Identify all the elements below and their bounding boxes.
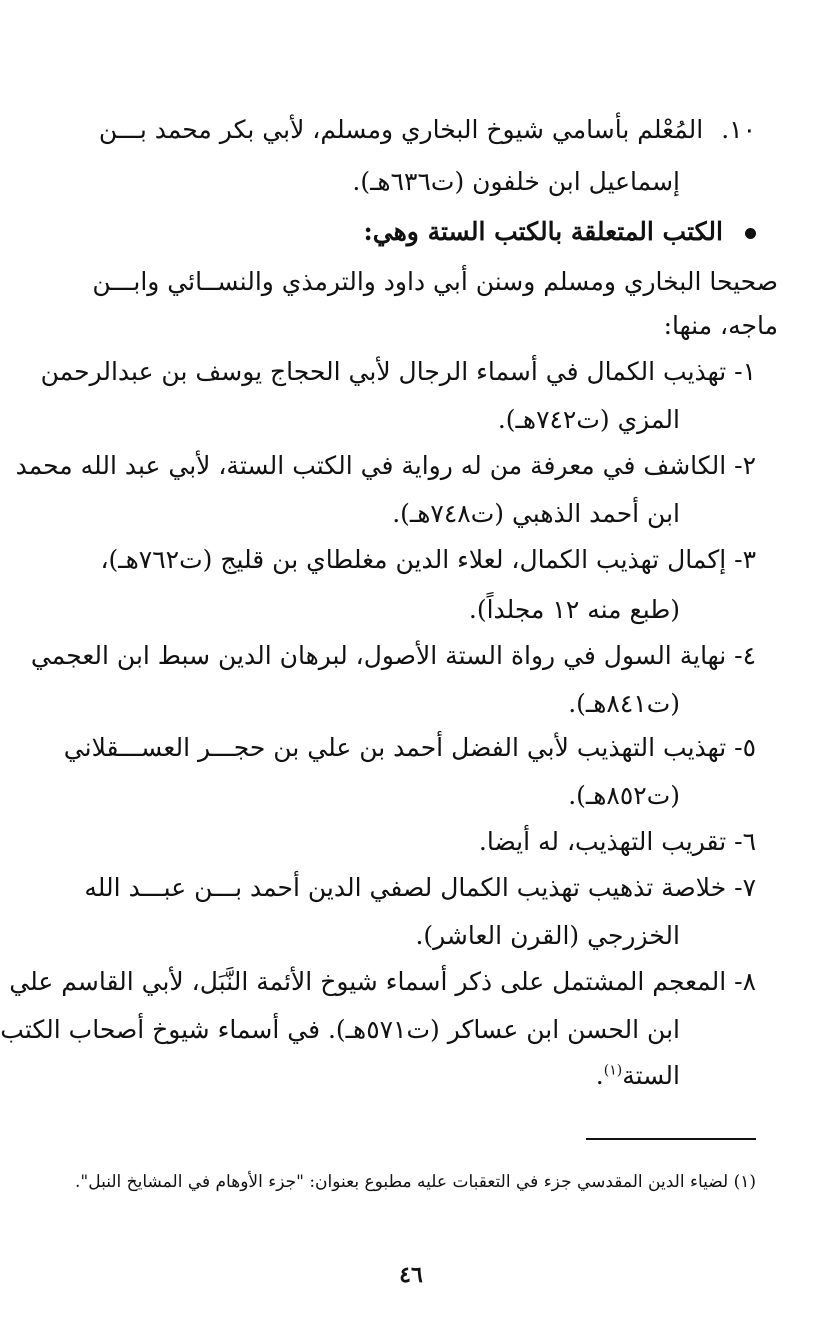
list-item-10-number: ١٠.	[721, 115, 756, 144]
page-number: ٤٦	[399, 1262, 423, 1288]
list-item-10-line-2: إسماعيل ابن خلفون (ت٦٣٦هـ).	[352, 167, 680, 196]
list-item-8-line-1: ٨- المعجم المشتمل على ذكر أسماء شيوخ الأئمة النَّبَل، لأبي القاسم علي	[9, 967, 756, 996]
list-item-5-line-1: ٥- تهذيب التهذيب لأبي الفضل أحمد بن علي بن حجـــر العســـقلاني	[63, 733, 756, 762]
list-item-1-line-1: ١- تهذيب الكمال في أسماء الرجال لأبي الحجاج يوسف بن عبدالرحمن	[40, 357, 756, 386]
list-item-8-line-3-text: الستة	[622, 1061, 680, 1090]
list-item-10-line-1	[44, 110, 756, 150]
list-item-8-line-3-end: .	[595, 1061, 604, 1090]
section-heading-text: الكتب المتعلقة بالكتب الستة وهي:	[363, 217, 723, 246]
list-item-3-line-2: (طبع منه ١٢ مجلداً).	[468, 595, 680, 624]
paragraph-line-1: صحيحا البخاري ومسلم وسنن أبي داود والترمذي والنســائي وابـــن	[92, 267, 778, 296]
footnote: (١) لضياء الدين المقدسي جزء في التعقبات عليه مطبوع بعنوان: "جزء الأوهام في المشايخ النبل".	[74, 1172, 756, 1192]
list-item-1-line-2: المزي (ت٧٤٢هـ).	[497, 405, 680, 434]
list-item-4-line-1: ٤- نهاية السول في رواة الستة الأصول، لبرهان الدين سبط ابن العجمي	[30, 641, 756, 670]
section-heading	[44, 212, 756, 252]
footnote-divider	[586, 1138, 756, 1140]
list-item-5-line-2: (ت٨٥٢هـ).	[568, 781, 680, 810]
list-item-2-line-2: ابن أحمد الذهبي (ت٧٤٨هـ).	[392, 499, 680, 528]
list-item-8-line-3	[44, 1056, 680, 1096]
footnote-reference: (١)	[603, 1062, 623, 1079]
paragraph-line-2: ماجه، منها:	[663, 311, 778, 340]
list-item-7-line-1: ٧- خلاصة تذهيب تهذيب الكمال لصفي الدين أحمد بـــن عبـــد الله	[84, 873, 756, 902]
list-item-2-line-1: ٢- الكاشف في معرفة من له رواية في الكتب الستة، لأبي عبد الله محمد	[15, 451, 756, 480]
list-item-7-line-2: الخزرجي (القرن العاشر).	[415, 921, 680, 950]
list-item-8-line-2: ابن الحسن ابن عساكر (ت٥٧١هـ). في أسماء شيوخ أصحاب الكتب	[0, 1015, 680, 1044]
list-item-4-line-2: (ت٨٤١هـ).	[568, 689, 680, 718]
bullet-icon	[745, 228, 756, 239]
list-item-6-line-1: ٦- تقريب التهذيب، له أيضا.	[478, 827, 756, 856]
list-item-3-line-1: ٣- إكمال تهذيب الكمال، لعلاء الدين مغلطاي بن قليج (ت٧٦٢هـ)،	[100, 545, 756, 574]
list-item-10-text: المُعْلم بأسامي شيوخ البخاري ومسلم، لأبي بكر محمد بـــن	[98, 115, 704, 144]
